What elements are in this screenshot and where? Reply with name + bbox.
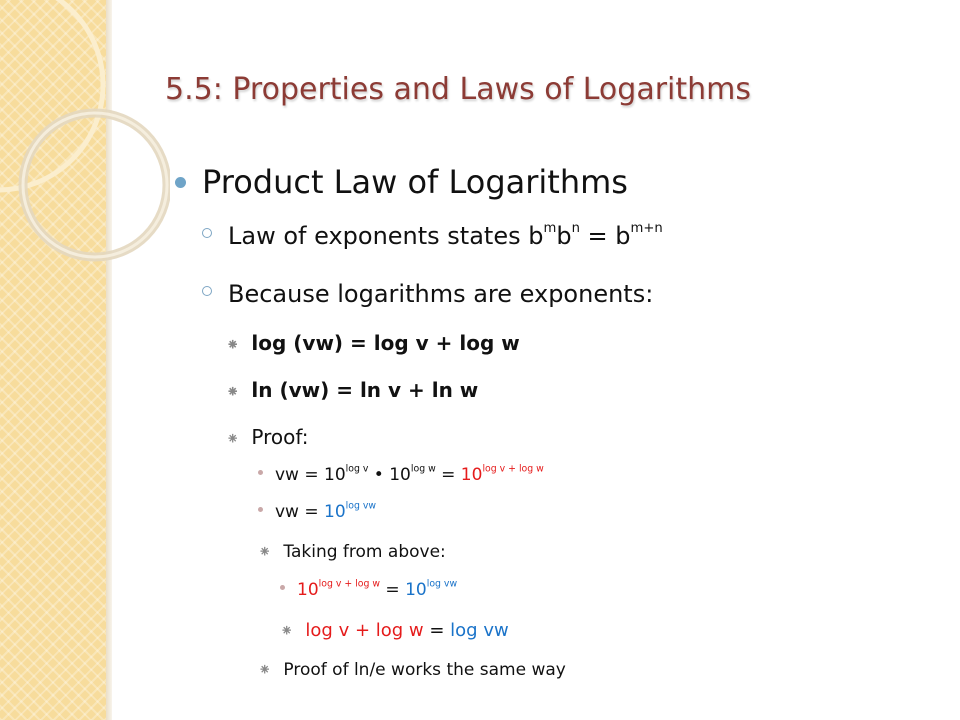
bullet-small-dot-icon [258,470,263,475]
bullet-small-dot-icon [258,507,263,512]
because-text: Because logarithms are exponents: [228,280,654,308]
exponent-law-text: Law of exponents states $b^mb^n = b^{m+n}$ [228,221,663,250]
slide-title: 5.5: Properties and Laws of Logarithms [165,72,751,107]
bullet-star-icon: ⁕ [226,429,240,448]
bullet-star-icon: ⁕ [280,621,294,640]
proof-label-line [226,425,308,449]
bullet-ring-icon [202,286,212,296]
bullet-ring-icon [202,228,212,238]
proof-step-3: $10^{log v + log w} = 10^{log vw}$ [280,580,457,600]
proof-step-4: ⁕ log v + log w = log vw [280,620,509,641]
bullet-star-icon: ⁕ [226,335,240,354]
heading-text: Product Law of Logarithms [202,163,628,201]
taking-line: ⁕ Taking from above: [258,542,446,562]
because-line [202,280,653,308]
ln-law-text: ln (vw) = ln v + ln w [251,378,479,402]
ln-law-line [226,378,478,402]
proof-step-2: vw = $10^{log vw}$ [258,502,376,522]
log-law-text: log (vw) = log v + log w [251,331,520,355]
bullet-dot-icon [175,177,186,188]
decorative-rings [0,0,170,330]
bullet-star-icon: ⁕ [258,542,272,561]
exponent-law-line [202,222,663,250]
ln-note-line: ⁕ Proof of ln/e works the same way [258,660,566,680]
bullet-star-icon: ⁕ [226,382,240,401]
proof-label-text: Proof: [251,425,309,449]
log-law-line [226,331,520,355]
proof-step-1: vw = $10^{log v}$ • $10^{log w} = 10^{log v + log w}$ [258,465,544,485]
bullet-small-dot-icon [280,585,285,590]
bullet-star-icon: ⁕ [258,660,272,679]
heading-line [175,163,628,201]
